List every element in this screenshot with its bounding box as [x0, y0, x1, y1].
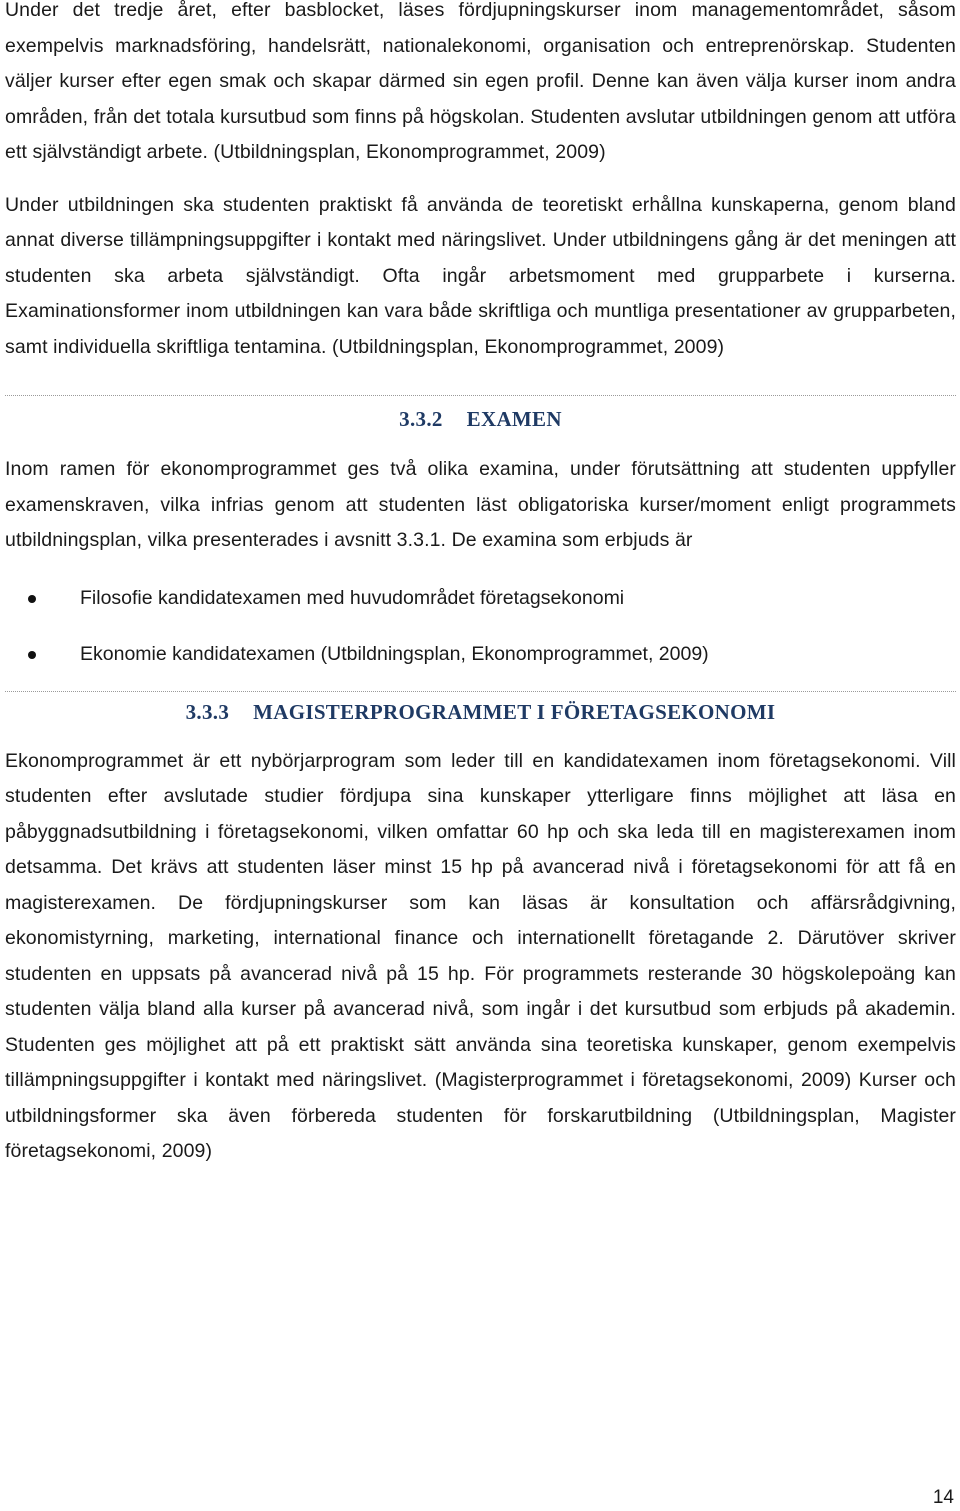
bullet-icon: [28, 595, 36, 603]
list-item-text: Ekonomie kandidatexamen (Utbildningsplan, Ekonomprogrammet, 2009): [80, 643, 709, 665]
section-heading-examen-wrap: [5, 395, 956, 432]
section-heading-magister-wrap: [5, 691, 956, 725]
paragraph-specialization: Under det tredje året, efter basblocket, läses fördjupningskurser inom managementområdet, såsom exempelvis marknadsföring, handelsrätt, nationalekonomi, organisation och entreprenörskap. Studenten väljer kurser efter egen smak och skapar därmed sin egen profil. Denne kan även välja kurser inom andra områden, från det totala kursutbud som finns på högskolan. Studenten avslutar utbildningen genom att utföra ett självständigt arbete. (Utbildningsplan, Ekonomprogrammet, 2009): [5, 0, 956, 163]
bullet-icon: [28, 651, 36, 659]
list-item: [5, 637, 956, 673]
page-number: 14: [932, 1487, 954, 1508]
heading-divider: [5, 691, 956, 692]
section-number: 3.3.2: [399, 407, 443, 431]
paragraph-practical-use: Under utbildningen ska studenten praktiskt få använda de teoretiskt erhållna kunskaperna, genom bland annat diverse tillämpningsuppgifter i kontakt med näringslivet. Under utbildningens gång är det meningen att studenten ska arbeta självständigt. Ofta ingår arbetsmoment med grupparbete i kurserna. Examinationsformer inom utbildningen kan vara både skriftliga och muntliga presentationer av grupparbeten, samt individuella skriftliga tentamina. (Utbildningsplan, Ekonomprogrammet, 2009): [5, 193, 956, 358]
examina-list: [5, 581, 956, 673]
paragraph-examina: Inom ramen för ekonomprogrammet ges två olika examina, under förutsättning att studenten uppfyller examenskraven, vilka infrias genom att studenten läst obligatoriska kurser/moment enligt programmets utbildningsplan, vilka presenterades i avsnitt 3.3.1. De examina som erbjuds är: [5, 458, 956, 551]
document-page: [5, 0, 956, 1170]
list-item-text: Filosofie kandidatexamen med huvudområdet företagsekonomi: [80, 586, 625, 609]
section-title: EXAMEN: [466, 407, 562, 431]
section-heading-magister: [5, 699, 956, 725]
list-item: [5, 581, 956, 617]
section-heading-examen: [5, 406, 956, 432]
section-title: MAGISTERPROGRAMMET I FÖRETAGSEKONOMI: [253, 699, 776, 724]
heading-divider: [5, 395, 956, 396]
paragraph-magister: Ekonomprogrammet är ett nybörjarprogram som leder till en kandidatexamen inom företagsekonomi. Vill studenten efter avslutade studier fördjupa sina kunskaper ytterligare finns möjlighet att läsa en påbyggnadsutbildning i företagsekonomi, vilken omfattar 60 hp och ska leda till en magisterexamen inom detsamma. Det krävs att studenten läser minst 15 hp på avancerad nivå i företagsekonomi för att få en magisterexamen. De fördjupningskurser som kan läsas är konsultation och affärsrådgivning, ekonomistyrning, marketing, international finance och internationellt företagande 2. Därutöver skriver studenten en uppsats på avancerad nivå på 15 hp. För programmets resterande 30 högskolepoäng kan studenten välja bland alla kurser på avancerad nivå, som ingår i det kursutbud som erbjuds på akademin. Studenten ges möjlighet att på ett praktiskt sätt använda sina teoretiska kunskaper, genom exempelvis tillämpningsuppgifter i kontakt med näringslivet. (Magisterprogrammet i företagsekonomi, 2009) Kurser och utbildningsformer ska även förbereda studenten för forskarutbildning (Utbildningsplan, Magister företagsekonomi, 2009): [5, 749, 956, 1162]
section-number: 3.3.3: [185, 699, 230, 724]
